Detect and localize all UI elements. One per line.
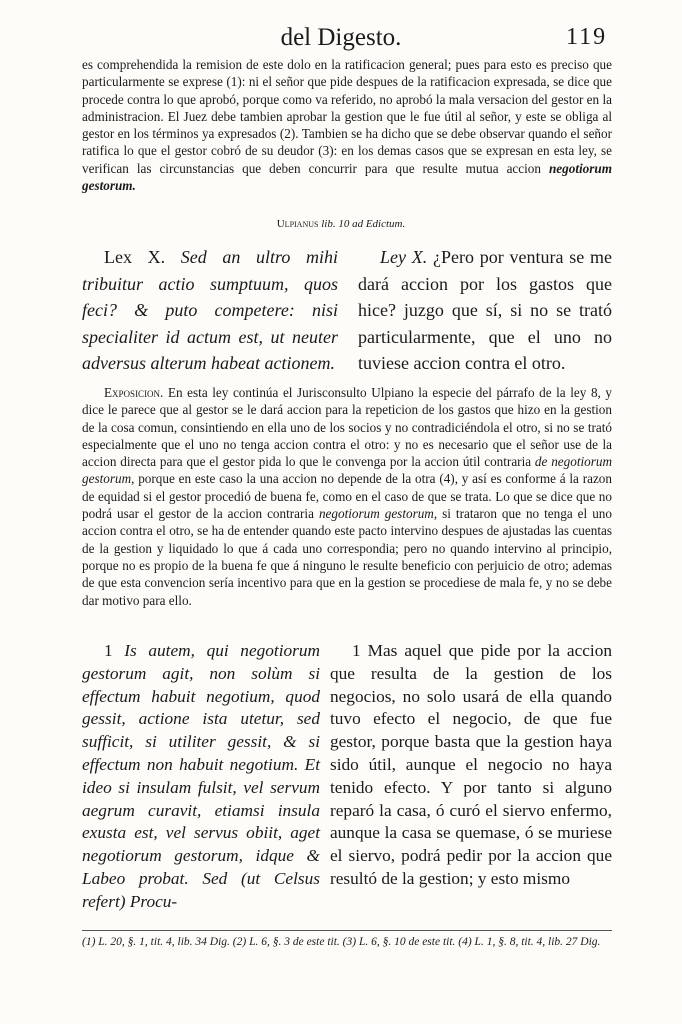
section1-latin-column: [82, 640, 320, 914]
section1-spanish-text: Mas aquel que pide por la accion que resulta de la gestion de los negocios, no solo usará de ella quando tuvo efecto el negocio, de que fue gestor, porque basta que la gestion haya sido útil, aunque el negocio no haya tenido efecto. Y por tanto si alguno reparó la casa, ó curó el siervo enfermo, aunque la casa se quemase, ó se muriese el siervo, podrá pedir por la accion que resultó de la gestion; y esto mismo: [330, 641, 612, 888]
footnotes: (1) L. 20, §. 1, tit. 4, lib. 34 Dig. (2) L. 6, §. 3 de este tit. (3) L. 6, §. 10 de este tit. (4) L. 1, §. 8, tit. 4, lib. 27 Dig.: [82, 936, 601, 948]
page-number: 119: [566, 24, 608, 50]
exposicion-text-2: , porque en este caso la una accion no depende de la otra (4), y así es conforme á la razon de equidad si el gestor procedió de buena fe, como en el caso de que se trata. Lo que se dice que no podrá usar el gestor de la accion contraria: [82, 471, 612, 522]
section1-latin-text: Is autem, qui negotiorum gestorum agit, non solùm si effectum habuit negotium, quod gessit, actione ista utetur, sed sufficit, si utiliter gessit, & si effectum non habuit negotium. Et ideo si insulam fulsit, vel servum aegrum curavit, etiamsi insula exusta est, vel servus obiit, aget negotiorum gestorum, idque & Labeo probat. Sed (ut Celsus refert) Procu-: [82, 641, 320, 911]
running-header-title: del Digesto.: [280, 24, 402, 51]
footnote-divider: [82, 930, 612, 931]
lex-text: Sed an ultro mihi tribuitur actio sumptuum, quos feci? & puto competere: nisi specialiter id actum est, ut neuter adversus alterum habeat actionem.: [82, 247, 338, 373]
exposicion-text-3: , si trataron que no tenga el uno accion contra el otro, se ha de entender quando este pacto intervino despues de ajustadas las cuentas de la gestion y liquidado lo que á cada uno correspondia; pero no quando intervino al principio, porque no es propio de la buena fe que á ninguno le resulte beneficio con perjuicio de otro; ademas de que esta convencion sería incentivo para que en la gestion se procediese de mala fe, y no se debe dar motivo para ello.: [82, 506, 612, 608]
section1-spanish-column: [330, 640, 612, 891]
exposicion-italic-2: negotiorum gestorum: [318, 506, 434, 522]
section1-spanish-label: 1: [352, 641, 361, 660]
exposicion-text-1: En esta ley continúa el Jurisconsulto Ulpiano la especie del párrafo de la ley 8, y dice le parece que al gestor se le dará accion para la repeticion de los gastos que hizo en la gestion de la cosa comun, consintiendo en ella uno de los socios y no contradiciéndola el otro, si no se trató especialmente que el uno no tenga accion contra el otro: y no es necesario que el señor use de la accion directa para que el gestor pida lo que le convenga por la accion útil contraria: [82, 385, 613, 470]
lex-latin-column: [82, 244, 338, 377]
exposicion-label: Exposicion.: [104, 385, 164, 400]
source-attribution: [0, 218, 682, 230]
attribution-author: Ulpianus: [276, 218, 319, 230]
section1-latin-label: 1: [104, 641, 113, 660]
ley-text: ¿Pero por ventura se me dará accion por los gastos que hice? juzgo que sí, si no se trató particularmente, que el uno no tuviese accion contra el otro.: [358, 247, 613, 373]
ley-label: Ley X.: [380, 247, 428, 267]
ley-spanish-column: [358, 244, 612, 377]
exposicion-paragraph: [82, 384, 612, 609]
lex-label: Lex X.: [104, 247, 166, 267]
exposicion-italic-1: de negotiorum gestorum: [82, 454, 612, 487]
intro-text: es comprehendida la remision de este dolo en la ratificacion general; pues para esto es preciso que particularmente se exprese (1): ni el señor que pide despues de la ratificacion expresada, se dice que procede contra lo que aprobó, porque como va referido, no aprobó la mala versacion del gestor en la administracion. El Juez debe tambien aprobar la gestion que le fue útil al señor, y este se obliga al gestor en los términos ya expresados (2). Tambien se ha dicho que se debe observar quando el señor ratifica lo que el gestor cobró de su deudor (3): en los demas casos que se expresan en esta ley, se verifican las circunstancias que deben concurrir para que resulte mutua accion: [82, 57, 612, 176]
intro-paragraph: [82, 56, 612, 194]
attribution-rest: lib. 10 ad Edictum.: [321, 218, 406, 230]
intro-italic: negotiorum gestorum.: [82, 160, 612, 194]
